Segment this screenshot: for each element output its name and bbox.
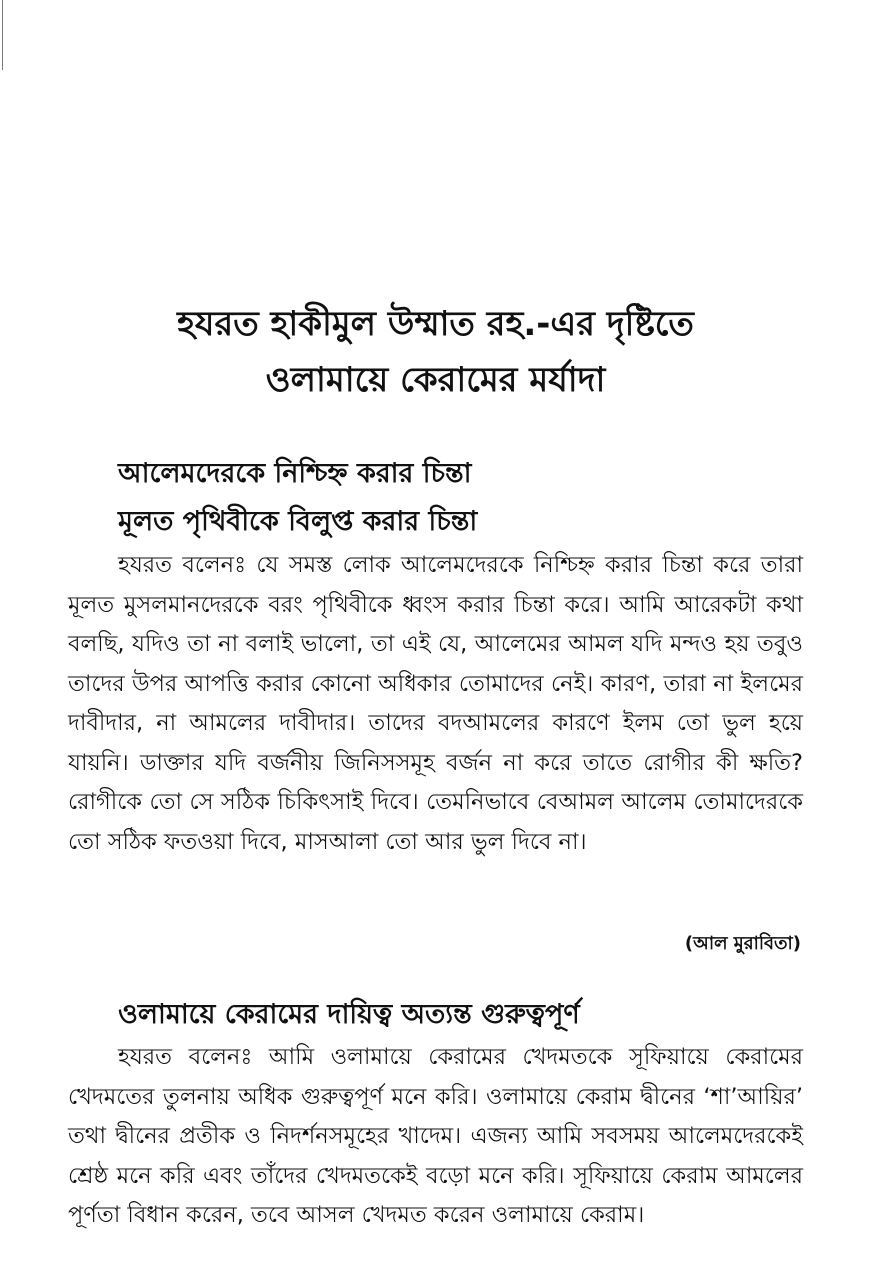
page-title-line-2: ওলামায়ে কেরামের মর্যাদা — [265, 360, 606, 400]
section-2-paragraph: হযরত বলেনঃ আমি ওলামায়ে কেরামের খেদমতকে সূফিয়ায়ে কেরামের খেদমতের তুলনায় অধিক গুরুত্বপূর্ণ মনে করি। ওলামায়ে কেরাম দ্বীনের ‘শা’আয়ির’ তথা দ্বীনের প্রতীক ও নিদর্শনসমূহের খাদেম। এজন্য আমি সবসময় আলেমদেরকেই শ্রেষ্ঠ মনে করি এবং তাঁদের খেদমতকেই বড়ো মনে করি। সূফিয়ায়ে কেরাম আমলের পূর্ণতা বিধান করেন, তবে আসল খেদমত করেন ওলামায়ে কেরাম। — [68, 1044, 803, 1228]
source-citation: (আল মুরাবিতা) — [684, 933, 801, 954]
section-1-heading-line-1: আলেমদেরকে নিশ্চিহ্ন করার চিন্তা — [118, 458, 472, 489]
section-1-heading-line-2: মূলত পৃথিবীকে বিলুপ্ত করার চিন্তা — [118, 506, 478, 537]
section-2-heading: ওলামায়ে কেরামের দায়িত্ব অত্যন্ত গুরুত্বপূর্ণ — [118, 999, 580, 1030]
page-title-line-1: হযরত হাকীমুল উম্মাত রহ.-এর দৃষ্টিতে — [177, 304, 694, 344]
page-edge-line — [2, 0, 3, 70]
section-1-paragraph: হযরত বলেনঃ যে সমস্ত লোক আলেমদেরকে নিশ্চিহ্ন করার চিন্তা করে তারা মূলত মুসলমানদেরকে বরং পৃথিবীকে ধ্বংস করার চিন্তা করে। আমি আরেকটা কথা বলছি, যদিও তা না বলাই ভালো, তা এই যে, আলেমের আমল যদি মন্দও হয় তবুও তাদের উপর আপত্তি করার কোনো অধিকার তোমাদের নেই। কারণ, তারা না ইলমের দাবীদার, না আমলের দাবীদার। তাদের বদআমলের কারণে ইলম তো ভুল হয়ে যায়নি। ডাক্তার যদি বর্জনীয় জিনিসসমূহ বর্জন না করে তাতে রোগীর কী ক্ষতি? রোগীকে তো সে সঠিক চিকিৎসাই দিবে। তেমনিভাবে বেআমল আলেম তোমাদেরকে তো সঠিক ফতওয়া দিবে, মাসআলা তো আর ভুল দিবে না। — [68, 552, 803, 855]
